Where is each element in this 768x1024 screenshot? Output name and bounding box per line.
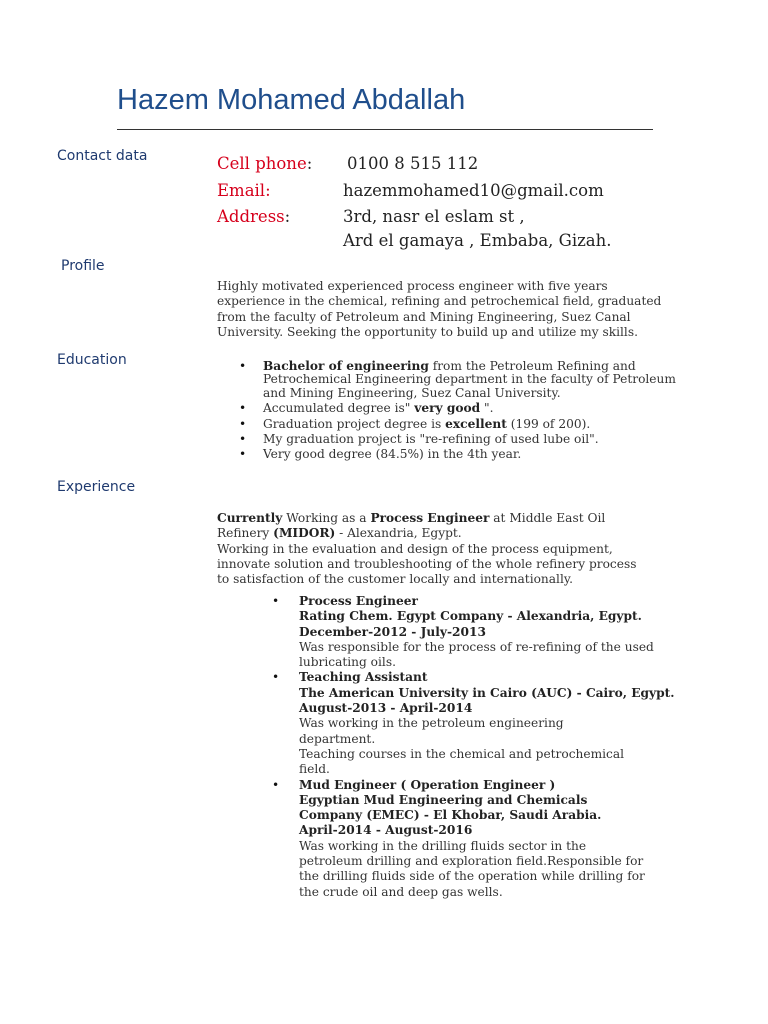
email-label: Email:	[217, 181, 271, 200]
job-item	[299, 778, 699, 900]
current-role: Process Engineer	[370, 511, 490, 525]
phone-value: 0100 8 515 112	[347, 154, 479, 173]
job-dates: April-2014 - August-2016	[299, 823, 473, 838]
address-label: Address	[217, 207, 285, 226]
job-description: Was responsible for the process of re-refining of the used lubricating oils.	[299, 639, 654, 670]
education-item	[263, 402, 683, 415]
current-text: Working as a	[282, 511, 371, 525]
job-description: Teaching courses in the chemical and petrochemical field.	[299, 746, 625, 777]
degree-details: from the Petroleum Refining and Petrochemical Engineering department in the faculty of Petroleum and Mining Engineering, Suez Canal University.	[263, 359, 676, 400]
current-description: Working in the evaluation and design of the process equipment, innovate solution and troubleshooting of the whole refinery process to satisfaction of the customer locally and internationally.	[217, 541, 637, 587]
current-position	[217, 511, 637, 587]
education-item	[263, 360, 683, 400]
grade-label: Accumulated degree is"	[263, 401, 415, 416]
education-list	[217, 360, 683, 464]
experience-list	[268, 594, 699, 900]
job-item	[299, 670, 699, 777]
contact-address-row: Address: 3rd, nasr el eslam st ,	[217, 207, 525, 226]
job-dates: August-2013 - April-2014	[299, 701, 473, 716]
address-line-1: 3rd, nasr el eslam st ,	[343, 207, 525, 226]
project-grade-label: Graduation project degree is	[263, 416, 446, 431]
section-heading-education: Education	[57, 352, 127, 368]
education-item: • My graduation project is "re-refining of used lube oil".	[263, 433, 683, 446]
job-description: Was working in the petroleum engineering department.	[299, 716, 564, 746]
job-company: The American University in Cairo (AUC) - Cairo, Egypt.	[299, 685, 675, 700]
education-item	[263, 418, 683, 431]
current-text: at Middle East Oil Refinery	[217, 511, 606, 541]
title-divider	[117, 129, 653, 130]
email-value[interactable]: hazemmohamed10@gmail.com	[343, 181, 604, 200]
education-item: • Very good degree (84.5%) in the 4th year.	[263, 448, 683, 461]
phone-label: Cell phone	[217, 154, 307, 173]
current-location: - Alexandria, Egypt.	[335, 526, 462, 541]
section-heading-profile: Profile	[61, 258, 105, 274]
job-description: Was working in the drilling fluids sector in the petroleum drilling and exploration field.Responsible for the drilling fluids side of the operation while drilling for the crude oil and deep gas wells.	[299, 838, 645, 899]
current-label: Currently	[217, 511, 283, 525]
job-title: • Process Engineer	[299, 594, 418, 608]
grade-value: very good	[414, 401, 481, 416]
section-heading-experience: Experience	[57, 479, 136, 495]
project-grade-value: excellent	[445, 416, 507, 431]
job-company: Rating Chem. Egypt Company - Alexandria, Egypt.	[299, 609, 642, 624]
address-line-2: Ard el gamaya , Embaba, Gizah.	[343, 231, 612, 250]
job-dates: December-2012 - July-2013	[299, 624, 486, 639]
grade-suffix: ".	[480, 401, 494, 416]
project-grade-score: (199 of 200).	[506, 416, 591, 431]
contact-email-row	[217, 181, 604, 200]
job-item	[299, 594, 699, 670]
job-title: • Teaching Assistant	[299, 670, 428, 685]
degree-title: Bachelor of engineering	[263, 359, 429, 373]
current-company: (MIDOR)	[273, 526, 336, 541]
contact-phone-row: Cell phone: 0100 8 515 112	[217, 154, 479, 173]
profile-text: Highly motivated experienced process engineer with five years experience in the chemical, refining and petrochemical field, graduated from the faculty of Petroleum and Mining Engineering, Suez Canal University. Seeking the opportunity to build up and utilize my skills.	[217, 279, 662, 339]
page-title: Hazem Mohamed Abdallah	[117, 84, 466, 116]
section-heading-contact: Contact data	[57, 148, 148, 164]
job-title: • Mud Engineer ( Operation Engineer )	[299, 777, 556, 792]
job-company: Egyptian Mud Engineering and Chemicals Company (EMEC) - El Khobar, Saudi Arabia.	[299, 792, 602, 823]
